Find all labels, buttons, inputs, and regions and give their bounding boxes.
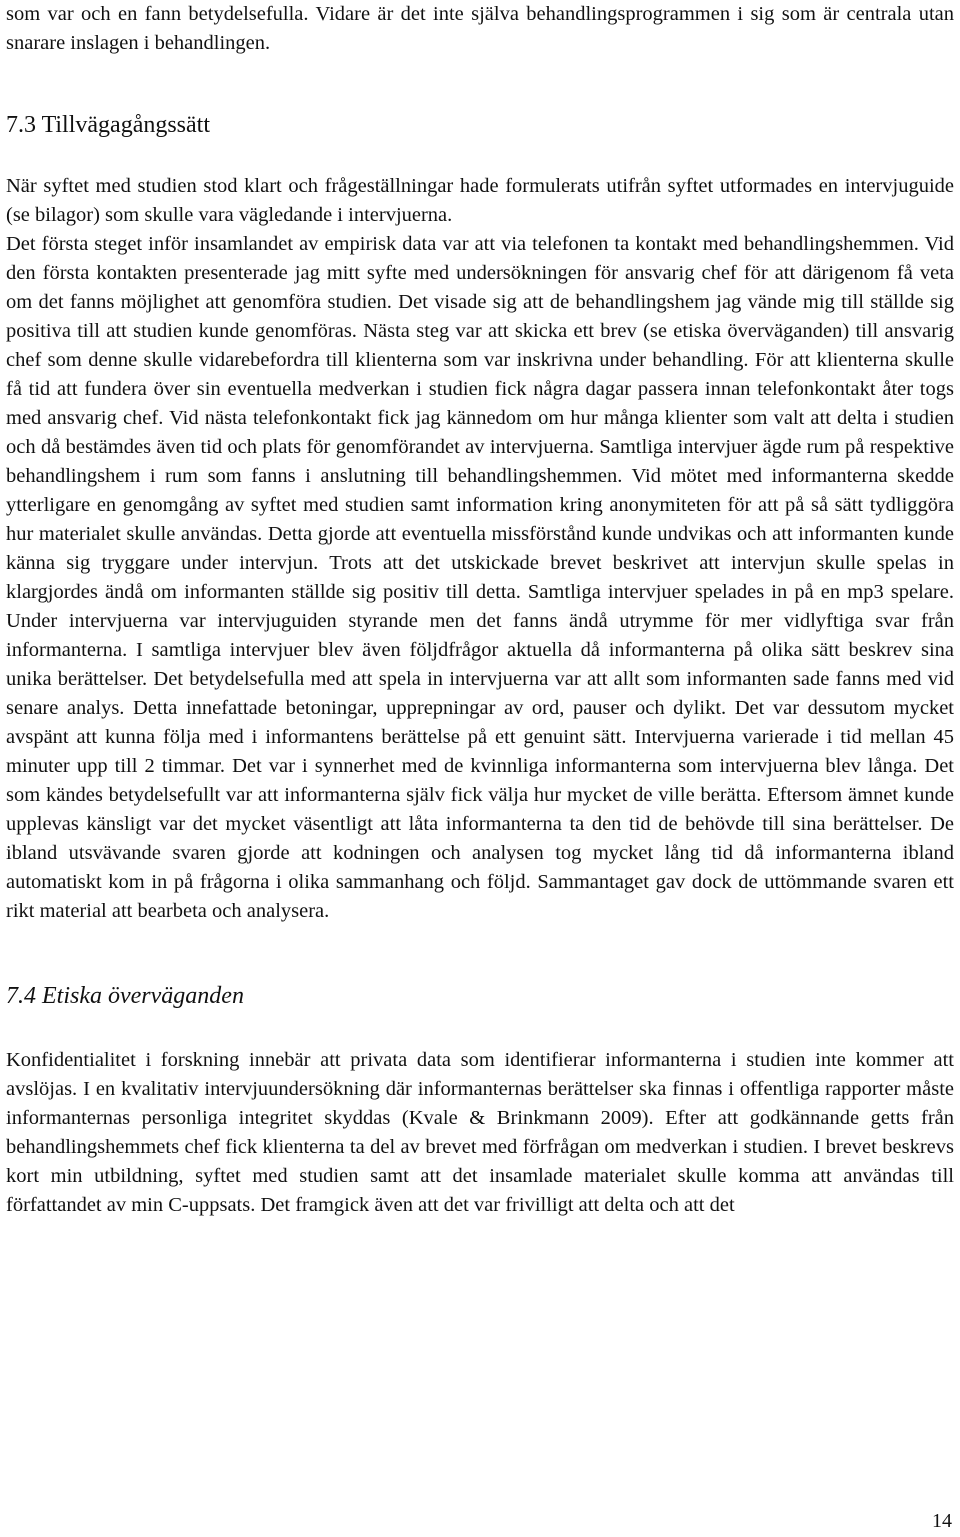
section-heading-7-4: 7.4 Etiska överväganden [6,983,244,1009]
paragraph-continuation: som var och en fann betydelsefulla. Vidare är det inte själva behandlingsprogrammen i sig som är centrala utan snarare inslagen i behandlingen. [6,3,954,54]
document-page [6,0,954,1220]
section-heading-7-3: 7.3 Tillvägagångssätt [6,112,211,138]
section-7-3-paragraph-2: Det första steget inför insamlandet av empirisk data var att via telefonen ta kontakt med behandlingshemmen. Vid den första kontakten presenterade jag mitt syfte med undersökningen för ansvarig chef för att därigenom få veta om det fanns möjlighet att genomföra studien. Det visade sig att de behandlingshem jag vände mig till ställde sig positiva till att studien kunde genomföras. Nästa steg var att skicka ett brev (se etiska överväganden) till ansvarig chef som denne skulle vidarebefordra till klienterna som var inskrivna under behandling. För att klienterna skulle få tid att fundera över sin eventuella medverkan i studien fick några dagar passera innan telefonkontakt åter togs med ansvarig chef. Vid nästa telefonkontakt fick jag kännedom om hur många klienter som valt att delta i studien och då bestämdes även tid och plats för genomförandet av intervjuerna. Samtliga intervjuer ägde rum på respektive behandlingshem i rum som fanns i anslutning till behandlingshemmen. Vid mötet med informanterna skedde ytterligare en genomgång av syftet med studien samt information kring anonymiteten för att på så sätt tydliggöra hur materialet skulle användas. Detta gjorde att eventuella missförstånd kunde undvikas och att informanten kunde känna sig tryggare under intervjun. Trots att det utskickade brevet beskrivet att intervjun skulle spelas in klargjordes ändå om informanten ställde sig positiv till detta. Samtliga intervjuer spelades in på en mp3 spelare. Under intervjuerna var intervjuguiden styrande men det fanns ändå utrymme för mer vidlyftiga svar från informanterna. I samtliga intervjuer blev även följdfrågor aktuella då informanterna på olika sätt beskrev sina unika berättelser. Det betydelsefulla med att spela in intervjuerna var att allt som informanten sade fanns med vid senare analys. Detta innefattade betoningar, upprepningar av ord, pauser och dylikt. Det var dessutom mycket avspänt att kunna följa med i informantens berättelse på ett genuint sätt. Intervjuerna varierade i tid mellan 45 minuter upp till 2 timmar. Det var i synnerhet med de kvinnliga informanterna som intervjuerna blev långa. Det som kändes betydelsefullt var att informanterna själv fick välja hur mycket de ville berätta. Eftersom ämnet kunde upplevas känsligt var det mycket väsentligt att låta informanterna ta den tid de behövde till sina berättelser. De ibland utsvävande svaren gjorde att kodningen och analysen tog mycket lång tid då informanterna ibland automatiskt kom in på frågorna i olika sammanhang och följd. Sammantaget gav dock de uttömmande svaren ett rikt material att bearbeta och analysera. [6,233,954,922]
page-number: 14 [932,1510,952,1532]
section-7-4-paragraph-1: Konfidentialitet i forskning innebär att privata data som identifierar informanterna i studien inte kommer att avslöjas. I en kvalitativ intervjuundersökning där informanternas berättelser ska finnas i offentliga rapporter måste informanternas personliga integritet skyddas (Kvale & Brinkmann 2009). Efter att godkännande getts från behandlingshemmets chef fick klienterna ta del av brevet med förfrågan om medverkan i studien. I brevet beskrevs kort min utbildning, syftet med studien samt att det insamlade materialet skulle komma att användas till författandet av min C-uppsats. Det framgick även att det var frivilligt att delta och att det [6,1049,954,1216]
section-7-3-paragraph-1: När syftet med studien stod klart och frågeställningar hade formulerats utifrån syftet utformades en intervjuguide (se bilagor) som skulle vara vägledande i intervjuerna. [6,175,954,226]
